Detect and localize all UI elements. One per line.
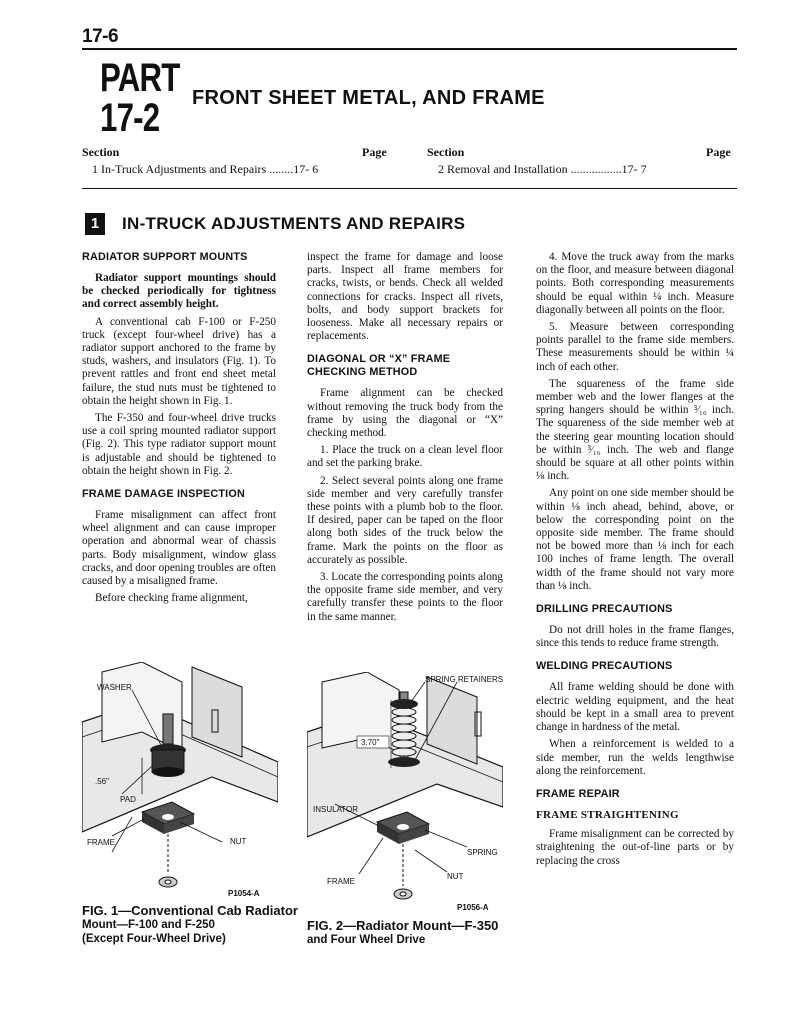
heading-welding-precautions: WELDING PRECAUTIONS (536, 660, 673, 673)
part-title: FRONT SHEET METAL, AND FRAME (192, 87, 545, 109)
figure-1-caption (82, 904, 298, 946)
section-number-badge: 1 (85, 213, 105, 235)
figure-2-caption (307, 919, 498, 947)
fig1-label-frame: FRAME (87, 838, 115, 847)
fig1-label-dimension: .56" (95, 777, 109, 786)
heading-frame-damage-inspection: FRAME DAMAGE INSPECTION (82, 488, 245, 501)
index-section-header: Section (82, 145, 120, 159)
fig1-label-pad: PAD (120, 795, 136, 804)
paragraph: Frame misalignment can affect front wheel alignment and can cause improper operation and abnormal wear of chassis parts. Body misalignment, window glass cracks, and door opening troubles are often caused by a misaligned frame. (82, 509, 276, 588)
paragraph: Radiator support mountings should be checked periodically for tightness and correct assembly height. (82, 272, 276, 311)
fig1-caption-line1: FIG. 1—Conventional Cab Radiator (82, 903, 298, 918)
index-rule (82, 188, 737, 189)
fig2-caption-line2: and Four Wheel Drive (307, 934, 426, 946)
heading-frame-repair: FRAME REPAIR (536, 787, 620, 800)
paragraph: Before checking frame alignment, (95, 592, 248, 605)
fig2-code: P1056-A (457, 903, 489, 912)
section-title: IN-TRUCK ADJUSTMENTS AND REPAIRS (122, 214, 466, 233)
figure-1-illustration (82, 662, 278, 902)
fig2-label-spring: SPRING (467, 848, 498, 857)
index-entry-2: 2 Removal and Installation .................17- 7 (438, 162, 647, 176)
paragraph: The squareness of the frame side member web and the lower flanges at the spring hangers should be within ³⁄₁₆ inch. The squareness of the side member web at the steering gear mounting location should be within ³⁄₁₆ inch. The web and flange should be square at all other points within ⅛ inch. (536, 377, 734, 483)
paragraph: 2. Select several points along one frame side member and very carefully transfer these points with a plumb bob to the floor. If desired, paper can be taped on the floor along both sides of the truck below the frame. Mark the points on the floor as accurately as possible. (307, 474, 503, 566)
fig1-label-nut: NUT (230, 837, 247, 846)
index-entry-1: 1 In-Truck Adjustments and Repairs ........17- 6 (92, 162, 319, 176)
page-number: 17-6 (82, 26, 119, 47)
index-section-header-2: Section (427, 145, 465, 159)
column-2 (307, 251, 503, 628)
paragraph: 4. Move the truck away from the marks on the floor, and measure between diagonal points. Both corresponding measurements should be equal within ¼ inch. Measure diagonally between all points on the floor. (536, 251, 734, 316)
paragraph: 5. Measure between corresponding points parallel to the frame side members. These measurements should be within ¼ inch of each other. (536, 321, 734, 373)
fig1-caption-line3: (Except Four-Wheel Drive) (82, 933, 226, 945)
fig2-label-insulator: INSULATOR (313, 805, 359, 814)
paragraph: Frame misalignment can be corrected by straightening the out-of-line parts or by replacing the cross (536, 828, 734, 867)
header-rule (82, 48, 737, 50)
figure-2-illustration (307, 672, 503, 912)
heading-radiator-support-mounts: RADIATOR SUPPORT MOUNTS (82, 251, 248, 263)
paragraph: inspect the frame for damage and loose parts. Inspect all frame members for cracks, twists, or bends. Check all welded connections for cracks. Inspect all rivets, bolts, and body support brackets for looseness. Make all necessary repairs or replacements. (307, 251, 503, 343)
index-page-header-2: Page (706, 145, 731, 159)
subheading-frame-straightening: FRAME STRAIGHTENING (536, 808, 679, 821)
paragraph: A conventional cab F-100 or F-250 truck (except four-wheel drive) has a radiator support anchored to the frame by studs, washers, and insulators (Fig. 1). To prevent rattles and front end sheet metal failure, the stud nuts must be tightened to obtain the height shown in Fig. 1. (82, 315, 276, 407)
column-1 (82, 251, 276, 609)
paragraph: Frame alignment can be checked without removing the truck body from the frame by using the diagonal or “X” checking method. (307, 387, 503, 440)
part-number: 17-2 (100, 96, 160, 140)
paragraph: All frame welding should be done with electric welding equipment, and the heat should be kept in a small area to prevent change in hardness of the metal. (536, 681, 734, 734)
heading-diagonal-frame-checking: DIAGONAL OR “X” FRAME CHECKING METHOD (307, 353, 451, 379)
paragraph: 3. Locate the corresponding points along the opposite frame side member, and very carefully transfer these points to the floor in the same manner. (307, 571, 503, 623)
fig1-label-washer: WASHER (97, 683, 132, 692)
fig1-code: P1054-A (228, 889, 260, 898)
fig2-label-spring-retainers: SPRING RETAINERS (425, 675, 503, 684)
paragraph: When a reinforcement is welded to a side member, run the welds lengthwise along the reinforcement. (536, 738, 734, 777)
column-3 (536, 251, 734, 872)
fig2-label-dimension: 3.70" (361, 738, 380, 747)
heading-drilling-precautions: DRILLING PRECAUTIONS (536, 603, 673, 616)
fig2-caption-line1: FIG. 2—Radiator Mount—F-350 (307, 918, 499, 933)
paragraph: 1. Place the truck on a clean level floor and set the parking brake. (307, 444, 503, 470)
paragraph: The F-350 and four-wheel drive trucks use a coil spring mounted radiator support (Fig. 2). This type radiator support mount is adjustable and should be tightened to obtain the height shown in Fig. 2. (82, 412, 276, 477)
paragraph: Any point on one side member should be within ⅛ inch ahead, behind, above, or below the corresponding point on the opposite side member. The frame should not be bowed more than ⅛ inch for each 100 inches of frame length. The overall width of the frame should not vary more than ⅛ inch. (536, 487, 734, 592)
fig2-label-nut: NUT (447, 872, 464, 881)
index-page-header: Page (362, 145, 387, 159)
fig2-label-frame: FRAME (327, 877, 355, 886)
paragraph: Do not drill holes in the frame flanges, since this tends to reduce frame strength. (536, 624, 734, 650)
fig1-caption-line2: Mount—F-100 and F-250 (82, 919, 215, 931)
part-label: PART (100, 56, 180, 100)
